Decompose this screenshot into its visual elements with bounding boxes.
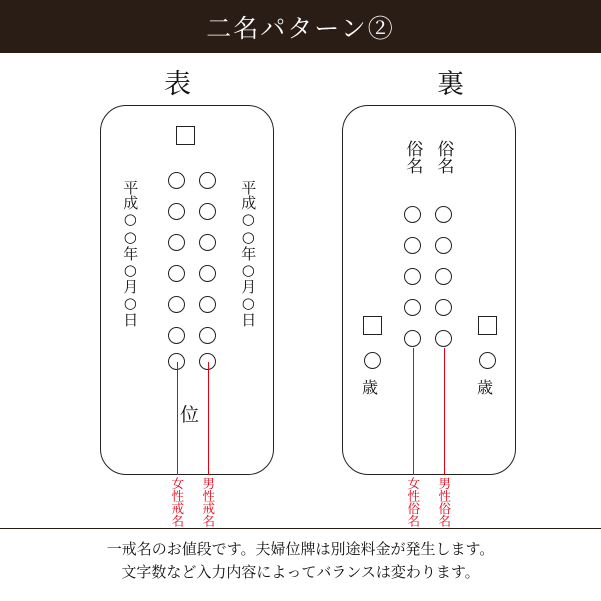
back-circle-left-3 [404,268,421,285]
section-label-front: 表 [164,69,191,100]
back-age-label-right: 歳 [477,378,494,397]
front-annotation-right: 男性戒名 [200,477,216,527]
front-circle-right-3 [199,234,216,251]
front-circle-left-3 [168,234,185,251]
front-leader-right [208,362,209,475]
front-circle-right-4 [199,265,216,282]
back-title-left: 俗名 [402,140,423,174]
back-circle-left-2 [404,237,421,254]
back-circle-left-5 [404,330,421,347]
back-circle-right-3 [435,268,452,285]
back-circle-right-5 [435,330,452,347]
footer-line-2: 文字数など入力内容によってバランスは変わります。 [121,563,480,582]
tablet-back-outline [342,105,516,475]
back-age-circle-left [364,352,381,369]
back-circle-left-1 [404,206,421,223]
back-title-right: 俗名 [433,140,454,174]
front-circle-right-6 [199,327,216,344]
page-title: 二名パターン② [206,13,395,43]
back-box-right [478,316,497,335]
back-circle-right-2 [435,237,452,254]
front-bottom-char: 位 [180,404,200,426]
footer-line-1: 一戒名のお値段です。夫婦位牌は別途料金が発生します。 [106,540,495,558]
back-circle-left-4 [404,299,421,316]
front-circle-left-2 [168,203,185,220]
back-age-circle-right [479,352,496,369]
front-circle-left-5 [168,296,185,313]
front-annotation-left: 女性戒名 [169,477,185,527]
front-circle-right-5 [199,296,216,313]
front-circle-left-6 [168,327,185,344]
back-annotation-right: 男性俗名 [436,477,452,527]
back-circle-right-4 [435,299,452,316]
title-bar [0,0,601,53]
back-box-left [363,316,382,335]
front-date-right: 平成○○年○月○日 [239,180,258,327]
front-circle-left-4 [168,265,185,282]
front-circle-right-1 [199,172,216,189]
front-circle-left-1 [168,172,185,189]
footer-note [0,528,601,585]
front-circle-right-2 [199,203,216,220]
back-leader-left [413,348,414,475]
front-top-box [176,126,195,145]
front-date-left: 平成○○年○月○日 [121,180,140,327]
back-annotation-left: 女性俗名 [405,477,421,527]
front-leader-left [177,362,178,475]
back-circle-right-1 [435,206,452,223]
back-leader-right [444,348,445,475]
section-label-back: 裏 [437,69,464,100]
back-age-label-left: 歳 [362,378,379,397]
